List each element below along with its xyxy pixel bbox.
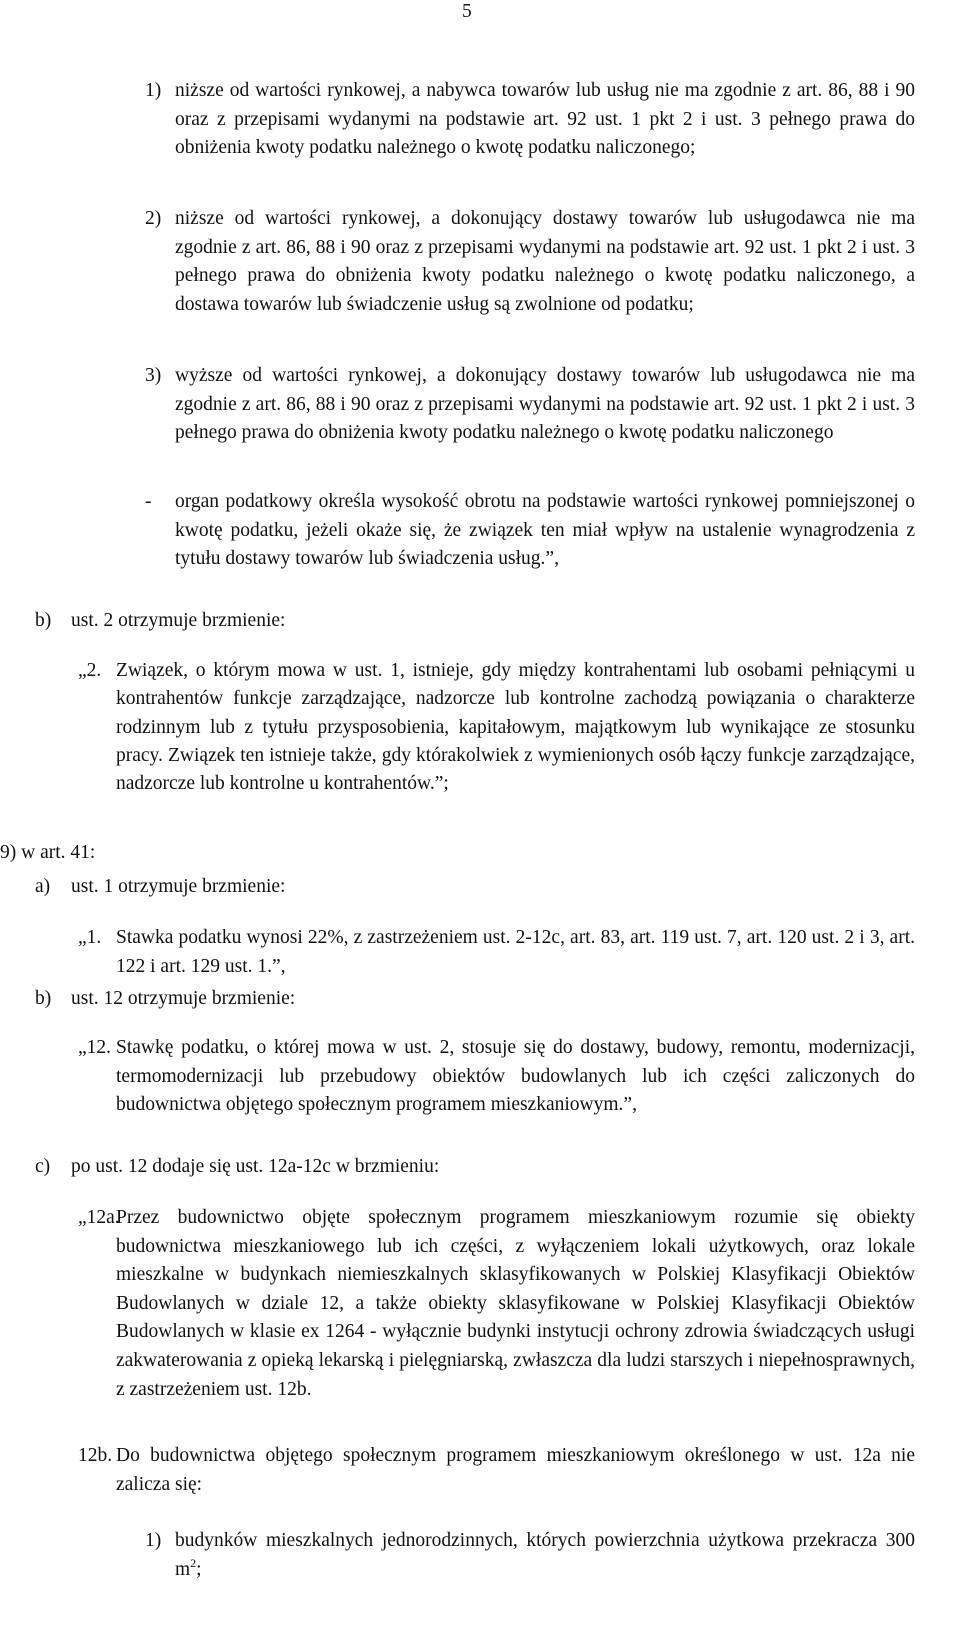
item-text: ust. 2 otrzymuje brzmienie:: [71, 610, 286, 631]
list-item-main-text: budynków mieszkalnych jednorodzinnych, których powierzchnia użytkowa przekracza 300 m: [175, 1530, 915, 1580]
quote-label: „2.: [78, 660, 102, 681]
quote-text: Związek, o którym mowa w ust. 1, istnieje, gdy między kontrahentami lub osobami pełniącymi u kontrahentów funkcje zarządzające, nadzorcze lub kontrolne zachodzą powiązania o charakterze rodzinnym lub z tytułu przysposobienia, kapitałowym, majątkowym lub wynikające ze stosunku pracy. Związek ten istnieje także, gdy którakolwiek z wymienionych osób łączy funkcje zarządzające, nadzorcze lub kontrolne u kontrahentów.”;: [116, 660, 915, 795]
dash-label: -: [145, 491, 152, 512]
item-label: b): [35, 610, 52, 631]
list-item-1: [145, 77, 915, 163]
list-item-label: 3): [145, 365, 162, 386]
list-item-12b-1: [145, 1527, 915, 1584]
point-9: 9) w art. 41:: [0, 842, 96, 863]
list-item-tail: ;: [196, 1558, 202, 1580]
quote-label: 12b.: [78, 1445, 113, 1466]
quote-label: „12.: [78, 1037, 112, 1058]
item-b-ust2: [35, 607, 915, 636]
dash-paragraph: [145, 488, 915, 574]
quote-ust2: [78, 657, 915, 798]
item-a-art41: [35, 873, 915, 902]
item-label: c): [35, 1156, 51, 1177]
page-number: 5: [462, 1, 472, 22]
list-item-2: [145, 205, 915, 319]
quote-ust1: [78, 924, 915, 981]
list-item-3: [145, 362, 915, 448]
list-item-text: niższe od wartości rynkowej, a dokonujący dostawy towarów lub usługodawca nie ma zgodnie z art. 86, 88 i 90 oraz z przepisami wydanymi na podstawie art. 92 ust. 1 pkt 2 i ust. 3 pełnego prawa do obniżenia kwoty podatku należnego o kwotę podatku naliczonego, a dostawa towarów lub świadczenie usług są zwolnione od podatku;: [175, 208, 915, 315]
quote-text: Przez budownictwo objęte społecznym programem mieszkaniowym rozumie się obiekty budownictwa mieszkaniowego lub ich części, z wyłączeniem lokali użytkowych, oraz lokale mieszkalne w budynkach niemieszkalnych sklasyfikowanych w Polskiej Klasyfikacji Obiektów Budowlanych w dziale 12, a także obiekty sklasyfikowane w Polskiej Klasyfikacji Obiektów Budowlanych w klasie ex 1264 - wyłącznie budynki instytucji ochrony zdrowia świadczących usługi zakwaterowania z opieką lekarską i pielęgniarską, zwłaszcza dla ludzi starszych i niepełnosprawnych, z zastrzeżeniem ust. 12b.: [116, 1207, 915, 1400]
list-item-text: [175, 1527, 915, 1584]
quote-ust12: [78, 1034, 915, 1120]
quote-ust12b: [78, 1442, 915, 1499]
dash-text: organ podatkowy określa wysokość obrotu na podstawie wartości rynkowej pomniejszonej o kwotę podatku, jeżeli okaże się, że związek ten miał wpływ na ustalenie wynagrodzenia z tytułu dostawy towarów lub świadczenia usług.”,: [175, 491, 915, 570]
item-label: a): [35, 876, 51, 897]
list-item-label: 1): [145, 1530, 162, 1551]
item-label: b): [35, 988, 52, 1009]
list-item-label: 2): [145, 208, 162, 229]
quote-ust12a: [78, 1204, 915, 1404]
quote-text: Do budownictwa objętego społecznym programem mieszkaniowym określonego w ust. 12a nie zalicza się:: [116, 1445, 915, 1495]
list-item-label: 1): [145, 80, 162, 101]
quote-text: Stawkę podatku, o której mowa w ust. 2, stosuje się do dostawy, budowy, remontu, modernizacji, termomodernizacji lub przebudowy obiektów budowlanych lub ich części zaliczonych do budownictwa objętego społecznym programem mieszkaniowym.”,: [116, 1037, 915, 1116]
quote-label: „1.: [78, 927, 102, 948]
item-c-art41: [35, 1153, 915, 1182]
list-item-text: wyższe od wartości rynkowej, a dokonujący dostawy towarów lub usługodawca nie ma zgodnie z art. 86, 88 i 90 oraz z przepisami wydanymi na podstawie art. 92 ust. 1 pkt 2 i ust. 3 pełnego prawa do obniżenia kwoty podatku należnego o kwotę podatku naliczonego: [175, 365, 915, 444]
list-item-text: niższe od wartości rynkowej, a nabywca towarów lub usług nie ma zgodnie z art. 86, 88 i 90 oraz z przepisami wydanymi na podstawie art. 92 ust. 1 pkt 2 i ust. 3 pełnego prawa do obniżenia kwoty podatku należnego o kwotę podatku naliczonego;: [175, 80, 915, 159]
item-text: ust. 12 otrzymuje brzmienie:: [71, 988, 296, 1009]
item-b-art41: [35, 985, 915, 1014]
quote-text: Stawka podatku wynosi 22%, z zastrzeżeniem ust. 2-12c, art. 83, art. 119 ust. 7, art. 120 ust. 2 i 3, art. 122 i art. 129 ust. 1.”,: [116, 927, 915, 977]
item-text: po ust. 12 dodaje się ust. 12a-12c w brzmieniu:: [71, 1156, 440, 1177]
superscript: 2: [190, 1555, 197, 1570]
item-text: ust. 1 otrzymuje brzmienie:: [71, 876, 286, 897]
quote-label: „12a.: [78, 1207, 120, 1228]
